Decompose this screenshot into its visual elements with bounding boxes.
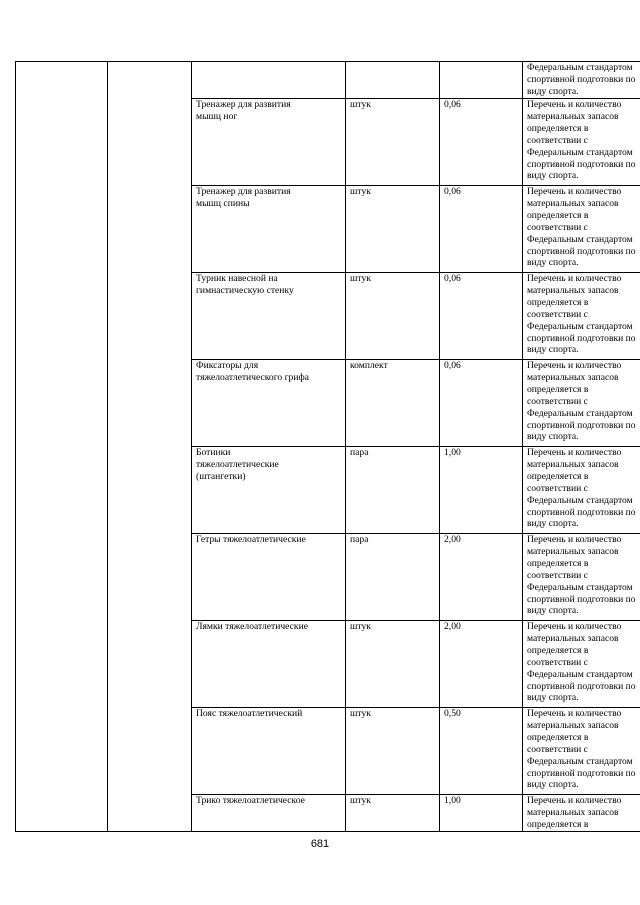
- note-cell: Перечень и количество материальных запасов определяется в соответствии с Федеральным стандартом спортивной подготовки по виду спорта.: [523, 534, 640, 621]
- note-cell: Перечень и количество материальных запасов определяется в соответствии с Федеральным стандартом спортивной подготовки по виду спорта.: [523, 360, 640, 447]
- quantity-cell: 0,06: [440, 360, 523, 447]
- quantity-cell: 0,50: [440, 708, 523, 795]
- item-name-cell: Фиксаторы для тяжелоатлетического грифа: [192, 360, 346, 447]
- unit-cell: штук: [346, 186, 440, 273]
- note-cell: Перечень и количество материальных запасов определяется в соответствии с Федеральным стандартом спортивной подготовки по виду спорта.: [523, 708, 640, 795]
- item-name-cell: Лямки тяжелоатлетические: [192, 621, 346, 708]
- item-name-cell: Турник навесной на гимнастическую стенку: [192, 273, 346, 360]
- unit-cell: [346, 62, 440, 99]
- table-row: [16, 62, 640, 99]
- quantity-cell: [440, 62, 523, 99]
- unit-cell: пара: [346, 534, 440, 621]
- note-cell: Перечень и количество материальных запасов определяется в соответствии с Федеральным стандартом спортивной подготовки по виду спорта.: [523, 273, 640, 360]
- note-cell: Перечень и количество материальных запасов определяется в соответствии с Федеральным стандартом спортивной подготовки по виду спорта.: [523, 99, 640, 186]
- unit-cell: штук: [346, 795, 440, 832]
- note-cell: Перечень и количество материальных запасов определяется в соответствии с Федеральным стандартом спортивной подготовки по виду спорта.: [523, 186, 640, 273]
- quantity-cell: 2,00: [440, 534, 523, 621]
- quantity-cell: 0,06: [440, 186, 523, 273]
- unit-cell: штук: [346, 273, 440, 360]
- note-cell: Перечень и количество материальных запасов определяется в соответствии с Федеральным стандартом спортивной подготовки по виду спорта.: [523, 621, 640, 708]
- unit-cell: штук: [346, 708, 440, 795]
- table-cell-col1-merged: [16, 62, 108, 832]
- unit-cell: комплект: [346, 360, 440, 447]
- item-name-cell: [192, 62, 346, 99]
- table-cell-col2-merged: [108, 62, 192, 832]
- quantity-cell: 0,06: [440, 99, 523, 186]
- page-number: 681: [310, 838, 330, 850]
- equipment-table: [15, 61, 640, 832]
- unit-cell: штук: [346, 621, 440, 708]
- quantity-cell: 1,00: [440, 447, 523, 534]
- unit-cell: штук: [346, 99, 440, 186]
- item-name-cell: Тренажер для развития мышц ног: [192, 99, 346, 186]
- item-name-cell: Гетры тяжелоатлетические: [192, 534, 346, 621]
- item-name-cell: Ботинки тяжелоатлетические (штангетки): [192, 447, 346, 534]
- unit-cell: пара: [346, 447, 440, 534]
- note-cell: Перечень и количество материальных запасов определяется в: [523, 795, 640, 832]
- quantity-cell: 1,00: [440, 795, 523, 832]
- quantity-cell: 2,00: [440, 621, 523, 708]
- quantity-cell: 0,06: [440, 273, 523, 360]
- note-cell: Перечень и количество материальных запасов определяется в соответствии с Федеральным стандартом спортивной подготовки по виду спорта.: [523, 447, 640, 534]
- note-cell: Федеральным стандартом спортивной подготовки по виду спорта.: [523, 62, 640, 99]
- item-name-cell: Тренажер для развития мышц спины: [192, 186, 346, 273]
- item-name-cell: Пояс тяжелоатлетический: [192, 708, 346, 795]
- item-name-cell: Трико тяжелоатлетическое: [192, 795, 346, 832]
